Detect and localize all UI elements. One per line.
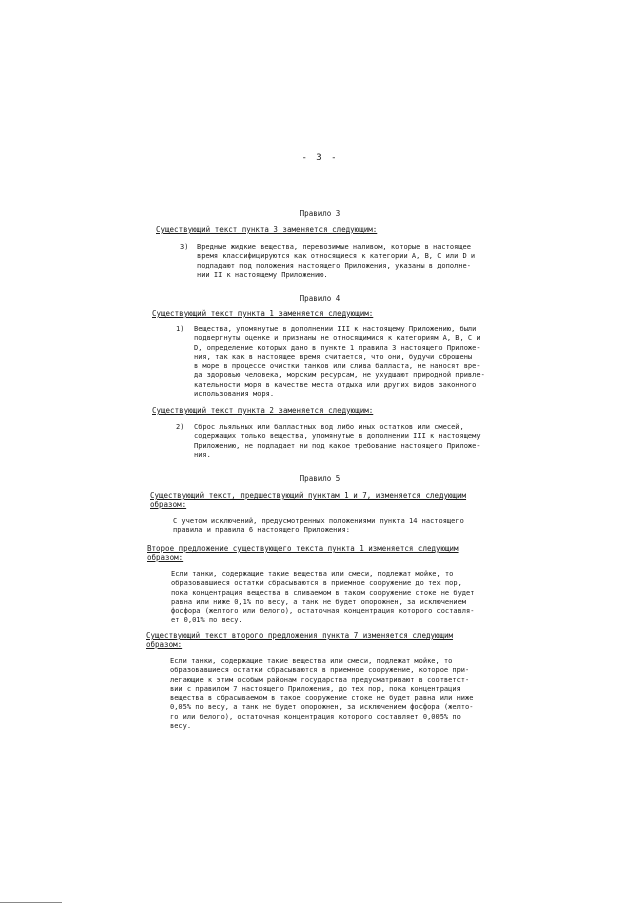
rule-3-item-number: 3) bbox=[180, 243, 189, 251]
page-bottom-rule bbox=[0, 902, 62, 903]
rule-4-heading: Правило 4 bbox=[299, 294, 341, 303]
rule-4-item-2-number: 2) bbox=[176, 423, 185, 431]
page-number: - 3 - bbox=[301, 153, 339, 163]
rule-5-amendment-lead-2: Второе предложение существующего текста пункта 1 изменяется следующим образом: bbox=[147, 544, 459, 562]
rule-4-item-1-text: Вещества, упомянутые в дополнении III к настоящему Приложению, были подвергнуты оценке и признаны не относящимися к категориям A, B, C и D, определение которых дано в пункте 1 правила 3 настоящего Приложе- ния, так как в настоящее время считается, что они, будучи сброшены в море в процессе очистки танков или слива балласта, не наносят вре- да здоровью человека, морским ресурсам, не ухудшают природной привле- кательности моря в качестве места отдыха или других видов законного использования моря. bbox=[194, 325, 485, 399]
rule-4-item-2-text: Сброс льяльных или балластных вод либо иных остатков или смесей, содержащих только вещества, упомянутые в дополнении III к настоящему Приложению, не подпадает ни под какое требование настоящего Приложе- ния. bbox=[194, 423, 481, 459]
rule-5-paragraph-1-text: Если танки, содержащие такие вещества или смеси, подлежат мойке, то образовавшиеся остатки сбрасываются в приемное сооружение до тех пор, пока концентрация вещества в сливаемом в таком сооружение стоке не будет равна или ниже 0,1% по весу, а танк не будет опорожнен, за исключением фосфора (желтого или белого), остаточная концентрация которого составля- ет 0,01% по весу. bbox=[171, 570, 475, 625]
rule-3-amendment-lead: Существующий текст пункта 3 заменяется следующим: bbox=[156, 225, 378, 234]
rule-5-paragraph-7-text: Если танки, содержащие такие вещества или смеси, подлежат мойке, то образовавшиеся остатки сбрасываются в приемное сооружение, которое при- легающие к этим особым районам государства предусматривают в соответст- вии с правилом 7 настоящего Приложения, до тех пор, пока концентрация вещества в сбрасываемом в такое сооружение стоке не будет равна или ниже 0,05% по весу, а танк не будет опорожнен, за исключением фосфора (желто- го или белого), остаточная концентрация которого составляет 0,005% по весу. bbox=[170, 657, 474, 731]
rule-4-item-1-number: 1) bbox=[176, 325, 185, 333]
rule-4-amendment-lead-2: Существующий текст пункта 2 заменяется следующим: bbox=[152, 406, 374, 415]
rule-5-heading: Правило 5 bbox=[299, 474, 341, 483]
rule-4-amendment-lead-1: Существующий текст пункта 1 заменяется следующим: bbox=[152, 309, 374, 318]
rule-3-heading: Правило 3 bbox=[299, 209, 341, 218]
rule-3-item-text: Вредные жидкие вещества, перевозимые наливом, которые в настоящее время классифицируются как относящиеся к категории A, B, C или D и подпадают под положения настоящего Приложения, указаны в дополне- нии II к настоящему Приложению. bbox=[197, 243, 476, 279]
rule-5-preamble-text: С учетом исключений, предусмотренных положениями пункта 14 настоящего правила и правила 6 настоящего Приложения: bbox=[173, 517, 464, 535]
rule-5-amendment-lead-3: Существующий текст второго предложения пункта 7 изменяется следующим образом: bbox=[146, 631, 454, 649]
rule-5-amendment-lead-1: Существующий текст, предшествующий пунктам 1 и 7, изменяется следующим образом: bbox=[150, 491, 467, 509]
